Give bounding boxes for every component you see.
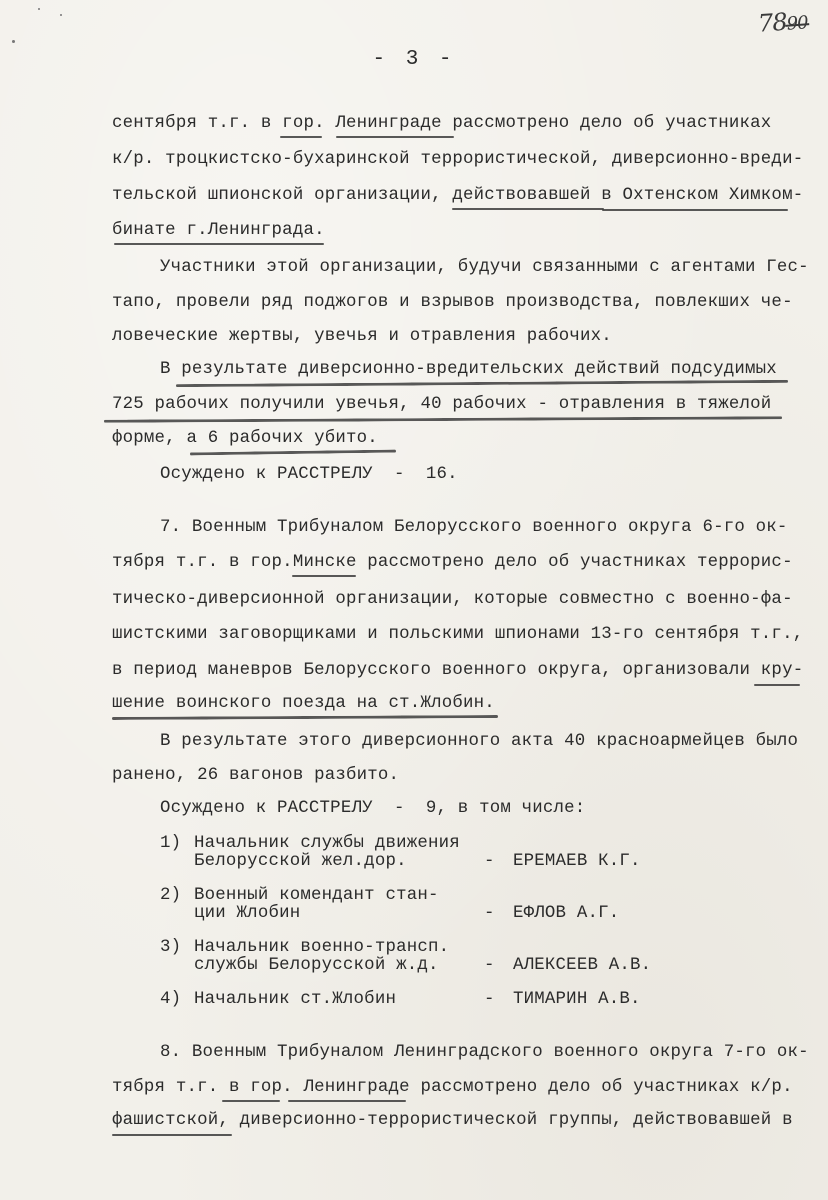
text-line: фашистской, диверсионно-террористической группы, действовавшей в — [112, 1111, 793, 1130]
text-line: Участники этой организации, будучи связанными с агентами Гес- — [160, 258, 809, 277]
paper-speck — [38, 8, 40, 10]
list-item-title: Военный комендант стан- — [194, 886, 439, 905]
pencil-underline — [602, 209, 788, 211]
text-line: к/р. троцкистско-бухаринской террористической, диверсионно-вреди- — [112, 150, 804, 169]
pencil-underline — [288, 1100, 406, 1102]
list-item-dash: - — [484, 904, 495, 923]
text-line: тября т.г. в гор. Ленинграде рассмотрено дело об участниках к/р. — [112, 1078, 793, 1097]
pencil-underline — [754, 684, 800, 686]
text-line: Осуждено к РАССТРЕЛУ - 16. — [160, 465, 458, 484]
text-line: тября т.г. в гор.Минске рассмотрено дело об участниках террорис- — [112, 553, 793, 572]
list-item-title: ции Жлобин — [194, 904, 301, 923]
paper-speck — [60, 14, 62, 16]
list-item-title: Начальник ст.Жлобин — [194, 990, 397, 1009]
list-item-name: ЕРЕМАЕВ К.Г. — [513, 852, 641, 871]
list-item-title: Начальник военно-трансп. — [194, 938, 450, 957]
list-item-dash: - — [484, 852, 495, 871]
list-item-number: 3) — [160, 938, 182, 957]
archive-page-number — [757, 6, 808, 37]
list-item-number: 4) — [160, 990, 182, 1009]
text-line: Осуждено к РАССТРЕЛУ - 9, в том числе: — [160, 799, 586, 818]
archive-number-struck: 90 — [785, 12, 809, 35]
list-item-title: службы Белорусской ж.д. — [194, 956, 439, 975]
list-item-number: 2) — [160, 886, 182, 905]
list-item-number: 1) — [160, 834, 182, 853]
pencil-underline — [114, 243, 324, 245]
text-line: 7. Военным Трибуналом Белорусского военного округа 6-го ок- — [160, 518, 788, 537]
text-line: В результате этого диверсионного акта 40 красноармейцев было — [160, 732, 799, 751]
text-line: тельской шпионской организации, действовавшей в Охтенском Химком- — [112, 186, 804, 205]
pencil-underline — [112, 1134, 232, 1136]
paper-speck — [12, 40, 15, 43]
list-item-name: ТИМАРИН А.В. — [513, 990, 641, 1009]
text-line: в период маневров Белорусского военного округа, организовали кру- — [112, 661, 804, 680]
text-line: сентября т.г. в гор. Ленинграде рассмотрено дело об участниках — [112, 114, 772, 133]
pencil-underline — [104, 416, 782, 423]
pencil-underline — [222, 1100, 280, 1102]
list-item-name: ЕФЛОВ А.Г. — [513, 904, 620, 923]
list-item-title: Начальник службы движения — [194, 834, 460, 853]
text-line: бинате г.Ленинграда. — [112, 221, 325, 240]
list-item-title: Белорусской жел.дор. — [194, 852, 407, 871]
text-line: форме, а 6 рабочих убито. — [112, 429, 378, 448]
text-line: тапо, провели ряд поджогов и взрывов производства, повлекших че- — [112, 293, 793, 312]
text-line: тическо-диверсионной организации, которые совместно с военно-фа- — [112, 590, 793, 609]
page-number: - 3 - — [372, 48, 456, 71]
pencil-underline — [280, 136, 322, 138]
text-line: 725 рабочих получили увечья, 40 рабочих - отравления в тяжелой — [112, 395, 772, 414]
pencil-underline — [336, 136, 454, 138]
pencil-underline — [112, 715, 498, 720]
text-line: 8. Военным Трибуналом Ленинградского военного округа 7-го ок- — [160, 1043, 809, 1062]
archive-number-current: 78 — [757, 7, 788, 38]
list-item-dash: - — [484, 956, 495, 975]
text-line: ранено, 26 вагонов разбито. — [112, 766, 400, 785]
pencil-underline — [452, 208, 604, 210]
pencil-underline — [292, 575, 356, 577]
text-line: шение воинского поезда на ст.Жлобин. — [112, 694, 495, 713]
list-item-name: АЛЕКСЕЕВ А.В. — [513, 956, 652, 975]
text-line: ловеческие жертвы, увечья и отравления рабочих. — [112, 327, 612, 346]
text-line: шистскими заговорщиками и польскими шпионами 13-го сентября т.г., — [112, 625, 804, 644]
text-line: В результате диверсионно-вредительских действий подсудимых — [160, 360, 777, 379]
list-item-dash: - — [484, 990, 495, 1009]
